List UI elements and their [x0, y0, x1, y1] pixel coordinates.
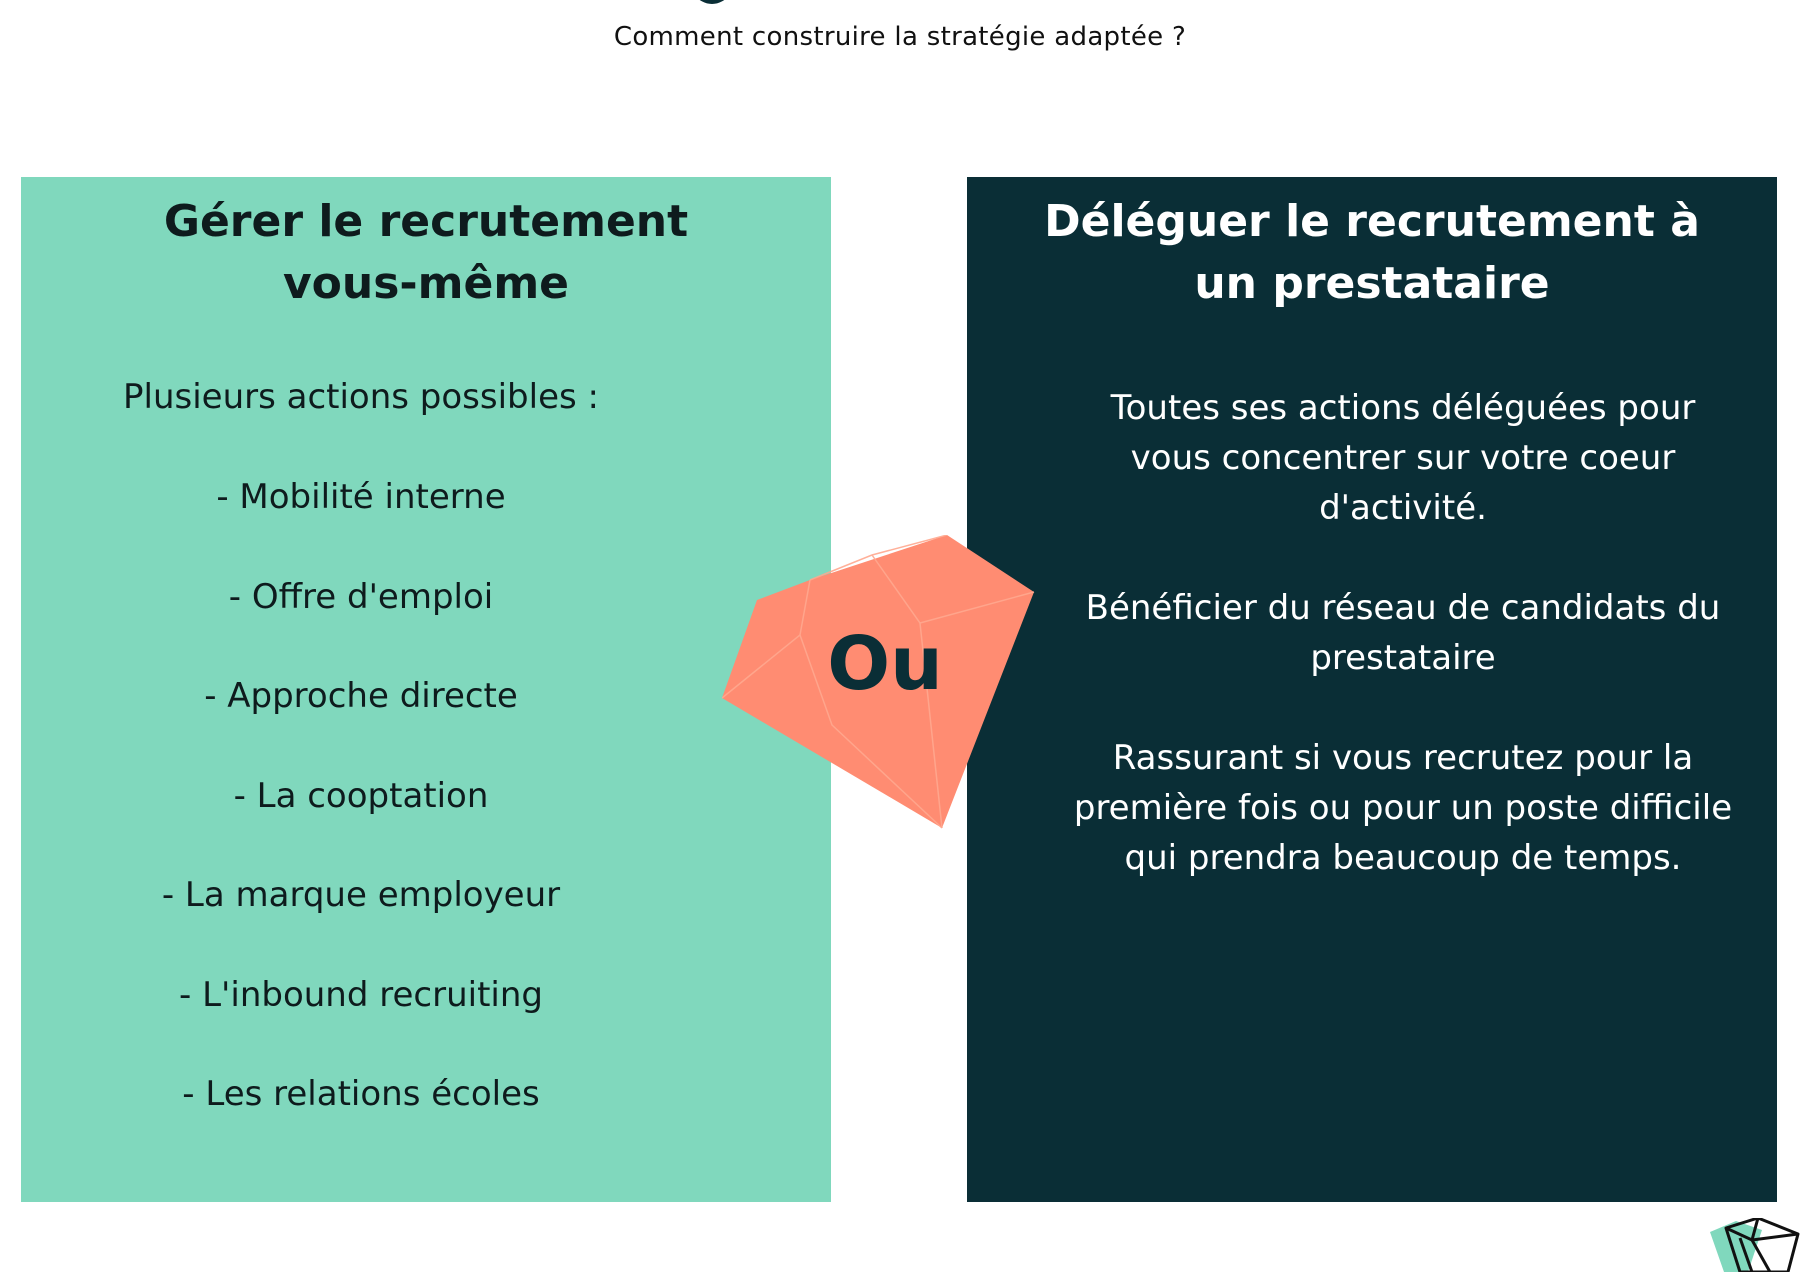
benefit-line: première fois ou pour un poste difficile [1073, 788, 1733, 828]
benefit-paragraph [1029, 583, 1777, 683]
diamond-logo-icon [1700, 1218, 1800, 1272]
benefit-paragraph [1029, 733, 1777, 883]
panel-left-title [21, 191, 831, 315]
panel-delegate-recruiting [967, 177, 1777, 1202]
action-item: - Offre d'emploi [228, 576, 494, 617]
benefit-line: Toutes ses actions déléguées pour [1110, 388, 1696, 428]
panel-left-title-line: vous-même [282, 258, 570, 309]
panel-right-title [967, 191, 1777, 315]
action-item: - La marque employeur [161, 875, 561, 915]
benefit-line: prestataire [1310, 638, 1496, 678]
action-item: - Mobilité interne [216, 477, 506, 517]
title-cropped-glyph [686, 0, 738, 4]
action-item: - L'inbound recruiting [179, 974, 543, 1015]
or-label: Ou [827, 621, 943, 707]
action-list [21, 475, 701, 1172]
action-item: - Les relations écoles [182, 1074, 540, 1114]
panel-right-title-line: Déléguer le recrutement à [1044, 196, 1700, 247]
panel-right-title-line: un prestataire [1194, 258, 1550, 309]
panel-left-title-line: Gérer le recrutement [163, 196, 689, 247]
benefit-line: vous concentrer sur votre coeur [1130, 438, 1676, 478]
benefit-line: Rassurant si vous recrutez pour la [1112, 738, 1694, 778]
benefit-line: Bénéficier du réseau de candidats du [1085, 588, 1721, 628]
benefit-paragraph [1029, 383, 1777, 533]
benefit-line: qui prendra beaucoup de temps. [1124, 838, 1682, 878]
panel-self-recruiting [21, 177, 831, 1202]
benefit-line: d'activité. [1319, 488, 1487, 528]
action-item: - La cooptation [233, 775, 489, 816]
action-item: - Approche directe [204, 676, 518, 716]
panel-left-intro: Plusieurs actions possibles : [123, 377, 599, 417]
page-subtitle: Comment construire la stratégie adaptée ? [613, 22, 1187, 52]
